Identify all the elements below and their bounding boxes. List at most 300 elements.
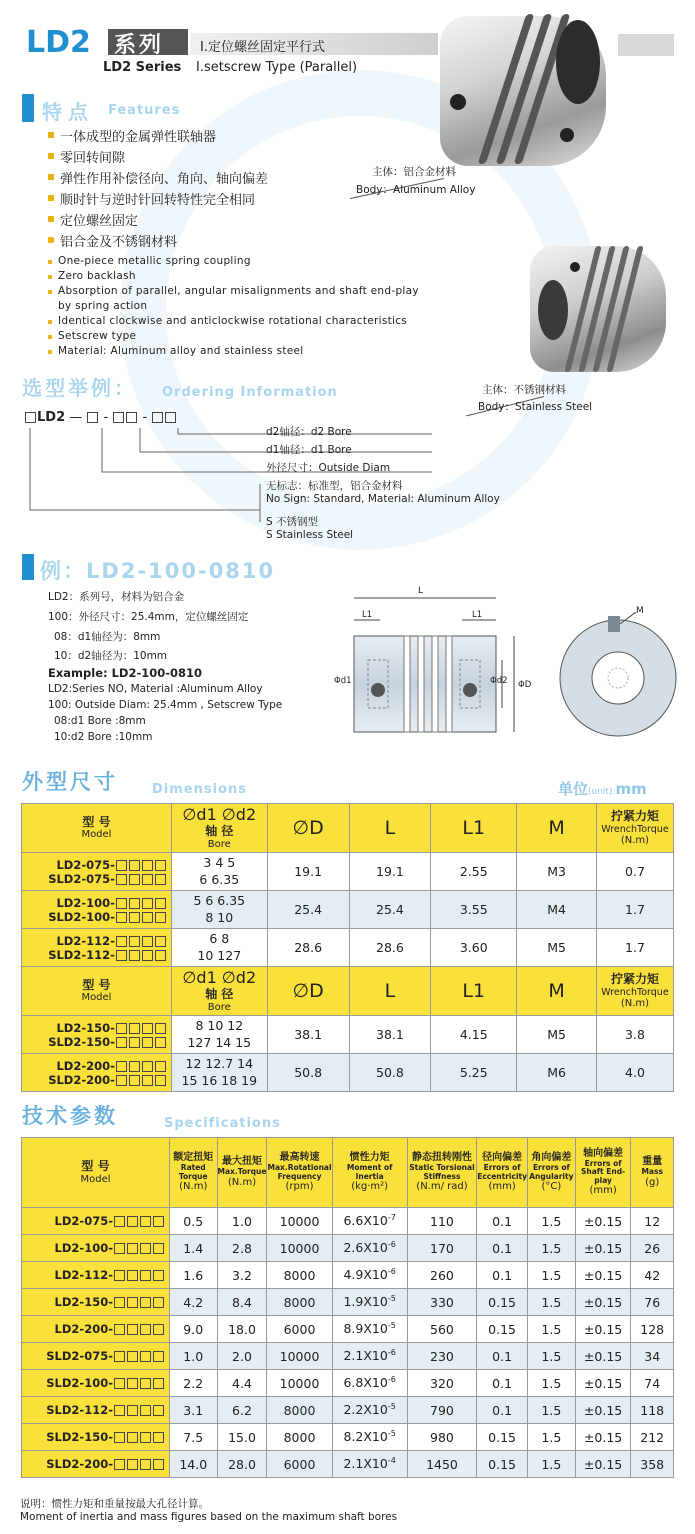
- model-code: SLD2-112-: [46, 1403, 113, 1417]
- cell-inertia: 6.6X10: [343, 1213, 388, 1229]
- cell-angular: 1.5: [527, 1343, 575, 1370]
- model-code: LD2-112-: [54, 1268, 113, 1282]
- bore-symbol: ∅d1 ∅d2: [182, 968, 257, 988]
- cell-stiffness: 560: [407, 1316, 476, 1343]
- cell-mass: 358: [631, 1451, 674, 1478]
- speed-header: 最高转速: [279, 1152, 320, 1164]
- placeholder-box: [116, 898, 127, 909]
- cell-inertia: 1.9X10: [343, 1294, 388, 1310]
- ordering-od: 外径尺寸：Outside Diam: [266, 462, 391, 474]
- model-code: SLD2-150-: [46, 1430, 113, 1444]
- dim-row: [22, 1054, 674, 1092]
- angular-header-en: Errors of Angularity: [529, 1163, 574, 1181]
- placeholder-box: [116, 1061, 127, 1072]
- model-code: SLD2-100-: [48, 909, 115, 924]
- model-code: LD2-075-: [56, 857, 115, 872]
- cell-L: 19.1: [349, 853, 431, 891]
- cell-radial: 0.15: [477, 1316, 528, 1343]
- body2-cn: 主体：不锈钢材料: [482, 384, 566, 396]
- dim-row: [22, 891, 674, 929]
- bore-values: 8 10: [205, 909, 234, 925]
- inertia-exp: -6: [387, 1240, 396, 1250]
- feature-cn: 顺时针与逆时针回转特性完全相同: [60, 193, 256, 208]
- feature-en: One-piece metallic spring coupling: [58, 255, 251, 267]
- placeholder-box: [127, 1270, 138, 1281]
- bullet: [48, 320, 52, 324]
- cell-L1: 4.15: [431, 1016, 517, 1054]
- feature-cn: 铝合金及不锈钢材料: [60, 235, 178, 250]
- cell-inertia: 2.2X10: [343, 1402, 388, 1418]
- torque-en: WrenchTorque: [601, 823, 669, 835]
- placeholder-box: [114, 1270, 125, 1281]
- axial-unit: (mm): [589, 1184, 617, 1196]
- cell-speed: 8000: [267, 1262, 332, 1289]
- type-en: I.setscrew Type (Parallel): [196, 60, 358, 75]
- placeholder-box: [129, 950, 140, 961]
- bore-symbol: ∅d1 ∅d2: [182, 805, 257, 825]
- body1-en: Body：Aluminum Alloy: [356, 184, 476, 196]
- cell-stiffness: 790: [407, 1397, 476, 1424]
- l1-header: L1: [431, 967, 517, 1016]
- feature-en: Zero backlash: [58, 270, 136, 282]
- bore-values: 6 8: [209, 930, 230, 946]
- bore-en: Bore: [207, 838, 231, 850]
- type-cn: I.定位螺丝固定平行式: [200, 40, 325, 55]
- cell-M: M6: [517, 1054, 597, 1092]
- inertia-exp: -6: [387, 1348, 396, 1358]
- cell-L1: 5.25: [431, 1054, 517, 1092]
- features-title-cn: 特点: [42, 100, 94, 124]
- spec-row: [22, 1451, 674, 1478]
- cell-L: 28.6: [349, 929, 431, 967]
- body2-en: Body：Stainless Steel: [478, 401, 593, 413]
- example-en-2: 08:d1 Bore :8mm: [54, 715, 146, 727]
- example-en-1: 100: Outside Diam: 25.4mm , Setscrew Type: [48, 699, 283, 711]
- example-title-code: LD2-100-0810: [86, 559, 276, 583]
- radial-unit: (mm): [488, 1180, 516, 1192]
- ordering-d2: d2轴径：d2 Bore: [266, 426, 352, 438]
- model-code: LD2-100-: [54, 1241, 113, 1255]
- inertia-exp: -6: [387, 1267, 396, 1277]
- placeholder-box: [140, 1216, 151, 1227]
- placeholder-box: [140, 1297, 151, 1308]
- dimensions-title-en: Dimensions: [152, 782, 247, 797]
- cell-rated: 14.0: [169, 1451, 217, 1478]
- cell-angular: 1.5: [527, 1316, 575, 1343]
- dim-row: [22, 1016, 674, 1054]
- cell-axial: ±0.15: [575, 1397, 631, 1424]
- inertia-exp: -5: [387, 1429, 396, 1439]
- angular-unit: (°C): [541, 1180, 562, 1192]
- placeholder-box: [142, 1037, 153, 1048]
- bore-cn: 轴 径: [205, 824, 234, 839]
- angular-header: 角向偏差: [531, 1152, 572, 1164]
- m-header: M: [517, 967, 597, 1016]
- cell-rated: 1.6: [169, 1262, 217, 1289]
- cell-radial: 0.15: [477, 1424, 528, 1451]
- torque-unit: (N.m): [620, 997, 650, 1009]
- model-code: SLD2-075-: [48, 871, 115, 886]
- cell-torque: 1.7: [596, 891, 673, 929]
- cell-mass: 74: [631, 1370, 674, 1397]
- example-cn-1: 100：外径尺寸：25.4mm，定位螺丝固定: [48, 611, 249, 623]
- radial-header: 径向偏差: [482, 1152, 523, 1164]
- model-code: SLD2-075-: [46, 1349, 113, 1363]
- cell-radial: 0.1: [477, 1370, 528, 1397]
- cell-angular: 1.5: [527, 1424, 575, 1451]
- bore-values: 6 6.35: [199, 871, 240, 887]
- l-header: L: [349, 804, 431, 853]
- dim-L: L: [418, 586, 424, 596]
- placeholder-box: [153, 1270, 164, 1281]
- ordering-nosign-cn: 无标志：标准型，铝合金材料: [266, 480, 403, 492]
- cell-stiffness: 320: [407, 1370, 476, 1397]
- placeholder-box: [153, 1324, 164, 1335]
- cell-rated: 3.1: [169, 1397, 217, 1424]
- cell-torque: 3.8: [596, 1016, 673, 1054]
- placeholder-box: [116, 1075, 127, 1086]
- header-bar: [20, 25, 440, 60]
- cell-max: 3.2: [217, 1262, 267, 1289]
- cell-radial: 0.1: [477, 1262, 528, 1289]
- end-view-drawing: [556, 612, 686, 742]
- cell-torque: 1.7: [596, 929, 673, 967]
- cell-torque: 4.0: [596, 1054, 673, 1092]
- cell-rated: 7.5: [169, 1424, 217, 1451]
- example-cn-2: 08：d1轴径为：8mm: [54, 631, 161, 643]
- l1-header: L1: [431, 804, 517, 853]
- radial-header-en: Errors of Eccentricity: [477, 1163, 527, 1181]
- model-header-en: Model: [81, 992, 112, 1004]
- series-en: LD2 Series: [103, 60, 182, 75]
- placeholder-box: [153, 1378, 164, 1389]
- bullet: [48, 174, 54, 180]
- cell-rated: 2.2: [169, 1370, 217, 1397]
- cell-D: 25.4: [267, 891, 349, 929]
- inertia-exp: -6: [387, 1375, 396, 1385]
- side-view-drawing: [344, 586, 544, 746]
- placeholder-box: [129, 898, 140, 909]
- speed-header-en: Max.Rotational Frequency: [267, 1163, 332, 1181]
- placeholder-box: [142, 1023, 153, 1034]
- bullet: [48, 275, 52, 279]
- model-header: 型 号: [82, 814, 111, 829]
- bore-values: 10 127: [197, 947, 242, 963]
- cell-speed: 10000: [267, 1370, 332, 1397]
- dim-rows-1: [22, 853, 674, 967]
- specs-title-cn: 技术参数: [22, 1104, 118, 1128]
- example-cn-3: 10：d2轴径为：10mm: [54, 650, 168, 662]
- stainless-coupling-image: [530, 240, 670, 374]
- cell-mass: 12: [631, 1208, 674, 1235]
- ordering-title-cn: 选型举例：: [22, 376, 137, 400]
- model-code: LD2-100-: [56, 895, 115, 910]
- cell-L: 25.4: [349, 891, 431, 929]
- bore-en: Bore: [207, 1001, 231, 1013]
- spec-row: [22, 1397, 674, 1424]
- example-cn-0: LD2：系列号，材料为铝合金: [48, 591, 185, 603]
- bore-values: 8 10 12: [195, 1017, 244, 1033]
- spec-row: [22, 1316, 674, 1343]
- model-header-en: Model: [81, 829, 112, 841]
- placeholder-box: [127, 1216, 138, 1227]
- cell-speed: 10000: [267, 1235, 332, 1262]
- d-header: ∅D: [267, 967, 349, 1016]
- model-header: 型 号: [82, 977, 111, 992]
- cell-radial: 0.1: [477, 1343, 528, 1370]
- spec-row: [22, 1262, 674, 1289]
- cell-speed: 6000: [267, 1451, 332, 1478]
- bore-values: 127 14 15: [187, 1034, 252, 1050]
- placeholder-box: [142, 1075, 153, 1086]
- stiffness-header-en: Static Torsional Stiffness: [409, 1163, 475, 1181]
- feature-en: by spring action: [58, 300, 148, 312]
- unit-label: [558, 778, 647, 799]
- features-marker: [22, 94, 34, 122]
- cell-speed: 8000: [267, 1424, 332, 1451]
- placeholder-box: [114, 1351, 125, 1362]
- cell-rated: 0.5: [169, 1208, 217, 1235]
- placeholder-box: [155, 1075, 166, 1086]
- cell-max: 18.0: [217, 1316, 267, 1343]
- spec-row: [22, 1343, 674, 1370]
- placeholder-box: [142, 898, 153, 909]
- model-code: LD2-150-: [56, 1020, 115, 1035]
- placeholder-box: [142, 936, 153, 947]
- axial-header: 轴向偏差: [583, 1148, 624, 1160]
- model-code: SLD2-112-: [48, 947, 115, 962]
- placeholder-box: [153, 1243, 164, 1254]
- placeholder-box: [116, 1037, 127, 1048]
- feature-en: Absorption of parallel, angular misalignments and shaft end-play: [58, 285, 419, 297]
- feature-en: Material: Aluminum alloy and stainless steel: [58, 345, 304, 357]
- cell-stiffness: 230: [407, 1343, 476, 1370]
- bore-values: 15 16 18 19: [181, 1072, 258, 1088]
- cell-axial: ±0.15: [575, 1208, 631, 1235]
- cell-max: 15.0: [217, 1424, 267, 1451]
- note-en: Moment of inertia and mass figures based on the maximum shaft bores: [20, 1511, 398, 1523]
- feature-en: Identical clockwise and anticlockwise rotational characteristics: [58, 315, 408, 327]
- bullet: [48, 290, 52, 294]
- cell-speed: 10000: [267, 1208, 332, 1235]
- max-header: 最大扭矩: [221, 1156, 262, 1168]
- cell-rated: 4.2: [169, 1289, 217, 1316]
- cell-torque: 0.7: [596, 853, 673, 891]
- placeholder-box: [116, 950, 127, 961]
- cell-angular: 1.5: [527, 1208, 575, 1235]
- cell-inertia: 6.8X10: [343, 1375, 388, 1391]
- cell-mass: 118: [631, 1397, 674, 1424]
- cell-D: 38.1: [267, 1016, 349, 1054]
- spec-row: [22, 1370, 674, 1397]
- model-code: LD2-075-: [54, 1214, 113, 1228]
- cell-max: 6.2: [217, 1397, 267, 1424]
- placeholder-box: [153, 1351, 164, 1362]
- cell-speed: 8000: [267, 1397, 332, 1424]
- placeholder-box: [153, 1216, 164, 1227]
- placeholder-box: [114, 1459, 125, 1470]
- inertia-exp: -5: [387, 1294, 396, 1304]
- mass-header: 重量: [642, 1156, 663, 1168]
- placeholder-box: [114, 1297, 125, 1308]
- cell-angular: 1.5: [527, 1262, 575, 1289]
- dim-D: ΦD: [518, 680, 532, 690]
- bore-cn: 轴 径: [205, 987, 234, 1002]
- placeholder-box: [155, 874, 166, 885]
- cell-angular: 1.5: [527, 1235, 575, 1262]
- series-cn: 系列: [114, 33, 165, 58]
- cell-mass: 42: [631, 1262, 674, 1289]
- cell-radial: 0.1: [477, 1397, 528, 1424]
- inertia-exp: -4: [387, 1456, 396, 1466]
- placeholder-box: [142, 912, 153, 923]
- mass-header-en: Mass: [641, 1167, 663, 1177]
- spec-row: [22, 1235, 674, 1262]
- placeholder-box: [153, 1297, 164, 1308]
- placeholder-box: [129, 1061, 140, 1072]
- bullet: [48, 260, 52, 264]
- speed-unit: (rpm): [285, 1180, 314, 1192]
- cell-axial: ±0.15: [575, 1262, 631, 1289]
- features-title-en: Features: [108, 103, 181, 118]
- placeholder-box: [140, 1378, 151, 1389]
- placeholder-box: [155, 950, 166, 961]
- spec-header-row: [22, 1138, 674, 1208]
- cell-mass: 34: [631, 1343, 674, 1370]
- spec-rows: [22, 1208, 674, 1478]
- bore-values: 5 6 6.35: [193, 892, 246, 908]
- placeholder-box: [129, 912, 140, 923]
- cell-axial: ±0.15: [575, 1370, 631, 1397]
- cell-max: 2.0: [217, 1343, 267, 1370]
- specifications-table: [21, 1137, 674, 1478]
- cell-angular: 1.5: [527, 1451, 575, 1478]
- model-code: SLD2-150-: [48, 1034, 115, 1049]
- placeholder-box: [142, 950, 153, 961]
- placeholder-box: [155, 936, 166, 947]
- placeholder-box: [127, 1324, 138, 1335]
- cell-rated: 1.0: [169, 1343, 217, 1370]
- model-header: 型 号: [81, 1159, 110, 1174]
- cell-angular: 1.5: [527, 1289, 575, 1316]
- series-code: LD2: [26, 25, 91, 60]
- spec-row: [22, 1289, 674, 1316]
- placeholder-box: [116, 912, 127, 923]
- bullet: [48, 237, 54, 243]
- inertia-unit: (kg·m²): [351, 1180, 389, 1192]
- placeholder-box: [153, 1405, 164, 1416]
- dim-header-row: [22, 967, 674, 1016]
- placeholder-box: [129, 1037, 140, 1048]
- placeholder-box: [140, 1351, 151, 1362]
- unit-en: (unit):: [588, 787, 616, 797]
- dim-header-row: [22, 804, 674, 853]
- feature-en: Setscrew type: [58, 330, 137, 342]
- cell-L1: 3.60: [431, 929, 517, 967]
- placeholder-box: [155, 860, 166, 871]
- stiffness-header: 静态扭转刚性: [411, 1152, 472, 1164]
- placeholder-box: [155, 1037, 166, 1048]
- placeholder-box: [140, 1459, 151, 1470]
- feature-cn: 弹性作用补偿径向、角向、轴向偏差: [60, 172, 269, 187]
- cell-M: M5: [517, 1016, 597, 1054]
- placeholder-box: [127, 1297, 138, 1308]
- placeholder-box: [140, 1405, 151, 1416]
- model-code: SLD2-200-: [46, 1457, 113, 1471]
- spec-row: [22, 1208, 674, 1235]
- cell-max: 2.8: [217, 1235, 267, 1262]
- cell-axial: ±0.15: [575, 1316, 631, 1343]
- cell-max: 4.4: [217, 1370, 267, 1397]
- ordering-title-en: Ordering Information: [162, 385, 338, 400]
- placeholder-box: [155, 898, 166, 909]
- torque-cn: 拧紧力矩: [610, 809, 659, 824]
- example-marker: [22, 554, 34, 580]
- cell-L1: 3.55: [431, 891, 517, 929]
- cell-stiffness: 330: [407, 1289, 476, 1316]
- cell-inertia: 2.1X10: [343, 1456, 388, 1472]
- model-code: LD2-200-: [54, 1322, 113, 1336]
- cell-stiffness: 260: [407, 1262, 476, 1289]
- placeholder-box: [129, 1075, 140, 1086]
- cell-speed: 10000: [267, 1343, 332, 1370]
- dim-row: [22, 929, 674, 967]
- inertia-exp: -5: [387, 1321, 396, 1331]
- example-en-title: Example: LD2-100-0810: [48, 666, 203, 680]
- bullet: [48, 350, 52, 354]
- spec-row: [22, 1424, 674, 1451]
- cell-angular: 1.5: [527, 1397, 575, 1424]
- model-code: LD2-112-: [56, 933, 115, 948]
- bore-values: 12 12.7 14: [185, 1055, 254, 1071]
- example-en-0: LD2:Series NO, Material :Aluminum Alloy: [48, 683, 263, 695]
- placeholder-box: [116, 874, 127, 885]
- model-code: SLD2-200-: [48, 1072, 115, 1087]
- header-right-bar: [618, 34, 674, 56]
- example-title-cn: 例：: [40, 559, 86, 583]
- placeholder-box: [155, 1061, 166, 1072]
- cell-radial: 0.1: [477, 1208, 528, 1235]
- cell-inertia: 2.1X10: [343, 1348, 388, 1364]
- placeholder-box: [129, 874, 140, 885]
- placeholder-box: [127, 1432, 138, 1443]
- cell-mass: 76: [631, 1289, 674, 1316]
- placeholder-box: [114, 1324, 125, 1335]
- cell-D: 19.1: [267, 853, 349, 891]
- torque-en: WrenchTorque: [601, 986, 669, 998]
- placeholder-box: [116, 1023, 127, 1034]
- cell-rated: 9.0: [169, 1316, 217, 1343]
- axial-header-en: Errors of Shaft End-play: [580, 1159, 626, 1185]
- cell-radial: 0.1: [477, 1235, 528, 1262]
- bullet: [48, 195, 54, 201]
- placeholder-box: [140, 1243, 151, 1254]
- aluminum-coupling-image: [440, 8, 610, 168]
- cell-inertia: 8.9X10: [343, 1321, 388, 1337]
- placeholder-box: [127, 1405, 138, 1416]
- placeholder-box: [140, 1432, 151, 1443]
- bore-values: 3 4 5: [203, 854, 236, 870]
- placeholder-box: [155, 1023, 166, 1034]
- example-en-3: 10:d2 Bore :10mm: [54, 731, 153, 743]
- torque-unit: (N.m): [620, 834, 650, 846]
- dim-d1: Φd1: [334, 676, 352, 686]
- cell-mass: 26: [631, 1235, 674, 1262]
- model-code: LD2-150-: [54, 1295, 113, 1309]
- placeholder-box: [116, 860, 127, 871]
- dim-d2: Φd2: [490, 676, 508, 686]
- cell-D: 28.6: [267, 929, 349, 967]
